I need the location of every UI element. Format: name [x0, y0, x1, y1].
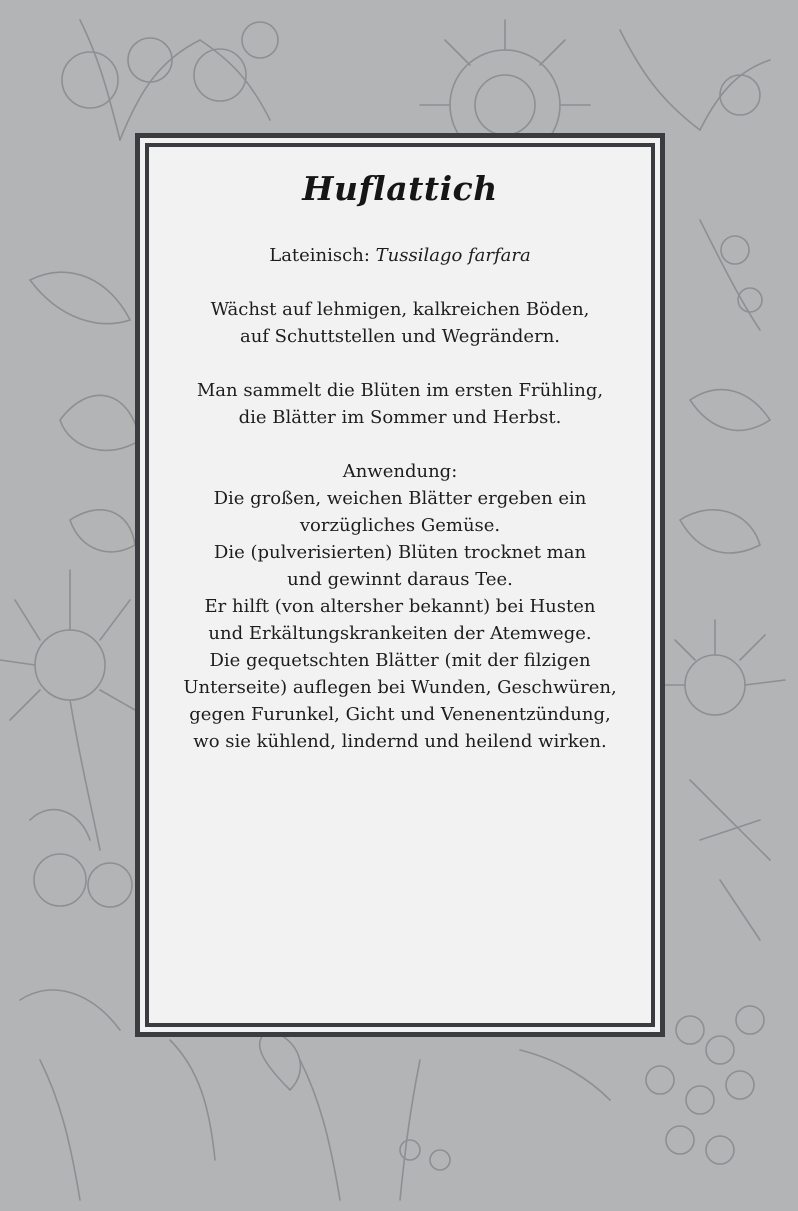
usage-line: Er hilft (von altersher bekannt) bei Husten — [204, 596, 596, 617]
habitat-line: Wächst auf lehmigen, kalkreichen Böden, — [210, 299, 590, 320]
usage-paragraph — [149, 458, 651, 755]
usage-line: und Erkältungskrankeiten der Atemwege. — [208, 623, 592, 644]
usage-line: gegen Furunkel, Gicht und Venenentzündung, — [189, 704, 611, 725]
latin-label: Lateinisch: — [269, 245, 370, 266]
plant-card — [149, 147, 651, 1023]
plant-title: Huflattich — [302, 169, 498, 208]
usage-line: Die großen, weichen Blätter ergeben ein — [213, 488, 587, 509]
latin-name: Tussilago farfara — [375, 245, 531, 266]
usage-line: wo sie kühlend, lindernd und heilend wirken. — [193, 731, 607, 752]
usage-heading: Anwendung: — [342, 461, 458, 482]
latin-name-line — [149, 242, 651, 269]
harvest-paragraph — [149, 377, 651, 431]
usage-line: und gewinnt daraus Tee. — [287, 569, 513, 590]
harvest-line: die Blätter im Sommer und Herbst. — [238, 407, 562, 428]
habitat-line: auf Schuttstellen und Wegrändern. — [239, 326, 561, 347]
habitat-paragraph — [149, 296, 651, 350]
usage-line: Unterseite) auflegen bei Wunden, Geschwüren, — [183, 677, 617, 698]
usage-line: Die (pulverisierten) Blüten trocknet man — [213, 542, 587, 563]
harvest-line: Man sammelt die Blüten im ersten Frühling, — [196, 380, 604, 401]
usage-line: vorzügliches Gemüse. — [299, 515, 501, 536]
usage-line: Die gequetschten Blätter (mit der filzigen — [209, 650, 591, 671]
